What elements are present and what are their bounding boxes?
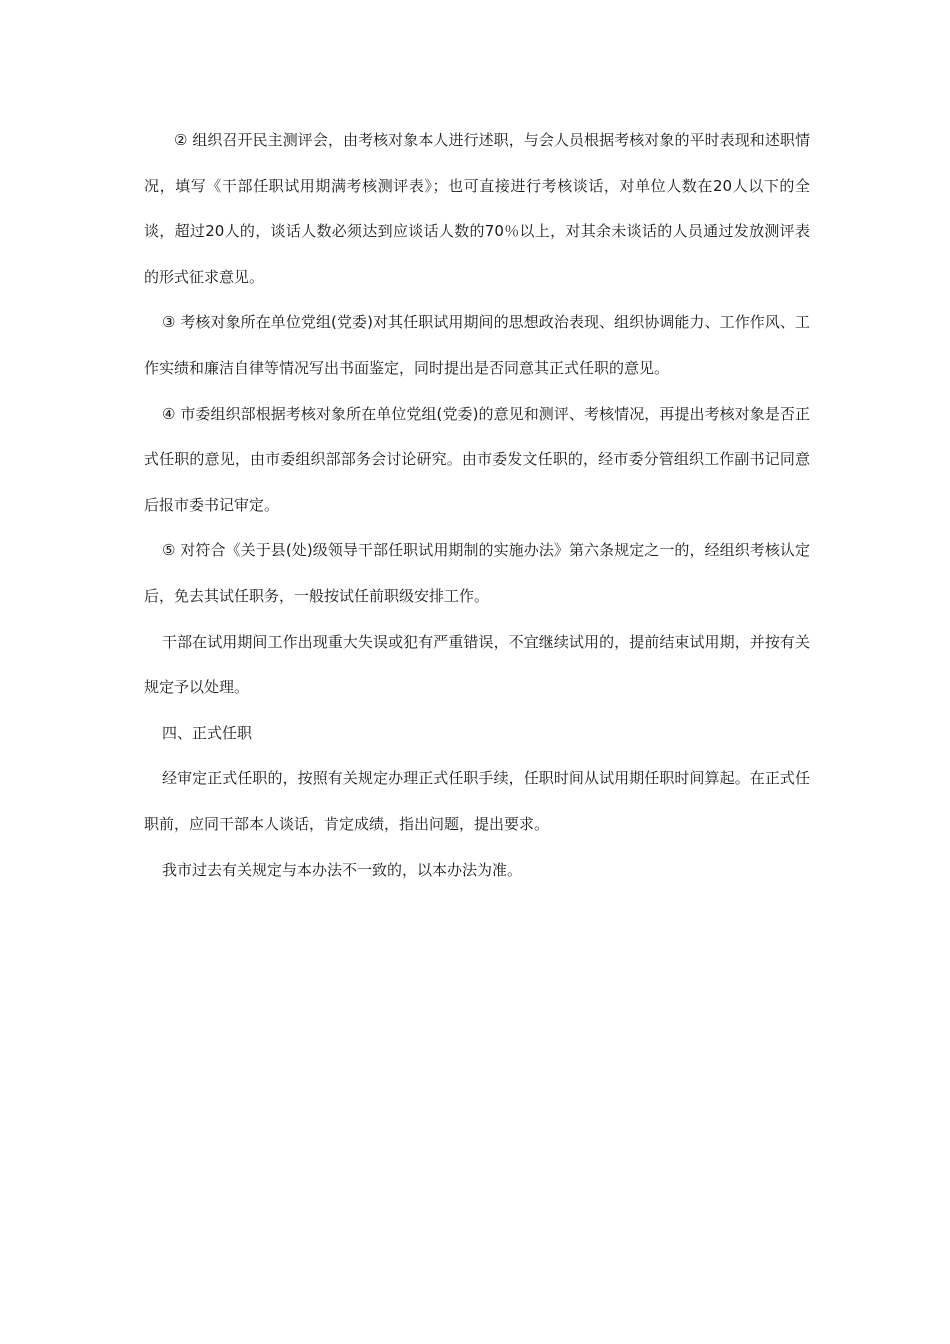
- paragraph-item-4: ④ 市委组织部根据考核对象所在单位党组(党委)的意见和测评、考核情况，再提出考核对象是否正式任职的意见，由市委组织部部务会讨论研究。由市委发文任职的，经市委分管组织工作副书记同意后报市委书记审定。: [144, 404, 810, 514]
- paragraph-item-5: ⑤ 对符合《关于县(处)级领导干部任职试用期制的实施办法》第六条规定之一的，经组织考核认定后，免去其试任职务，一般按试任前职级安排工作。: [144, 541, 810, 605]
- paragraph-formal-appointment: 经审定正式任职的，按照有关规定办理正式任职手续，任职时间从试用期任职时间算起。在正式任职前，应同干部本人谈话，肯定成绩，指出问题，提出要求。: [144, 769, 810, 833]
- paragraph-closing-rule: 我市过去有关规定与本办法不一致的，以本办法为准。: [162, 860, 523, 879]
- section-heading-formal-appointment: 四、正式任职: [162, 723, 253, 742]
- paragraph-item-2: ② 组织召开民主测评会，由考核对象本人进行述职，与会人员根据考核对象的平时表现和述职情况，填写《干部任职试用期满考核测评表》；也可直接进行考核谈话，对单位人数在20人以下的全谈，超过20人的，谈话人数必须达到应谈话人数的70％以上，对其余未谈话的人员通过发放测评表的形式征求意见。: [144, 131, 810, 286]
- document-body: [144, 118, 810, 893]
- paragraph-item-3: ③ 考核对象所在单位党组(党委)对其任职试用期间的思想政治表现、组织协调能力、工作作风、工作实绩和廉洁自律等情况写出书面鉴定，同时提出是否同意其正式任职的意见。: [144, 313, 810, 377]
- paragraph-early-termination: 干部在试用期间工作出现重大失误或犯有严重错误，不宜继续试用的，提前结束试用期，并按有关规定予以处理。: [144, 632, 810, 697]
